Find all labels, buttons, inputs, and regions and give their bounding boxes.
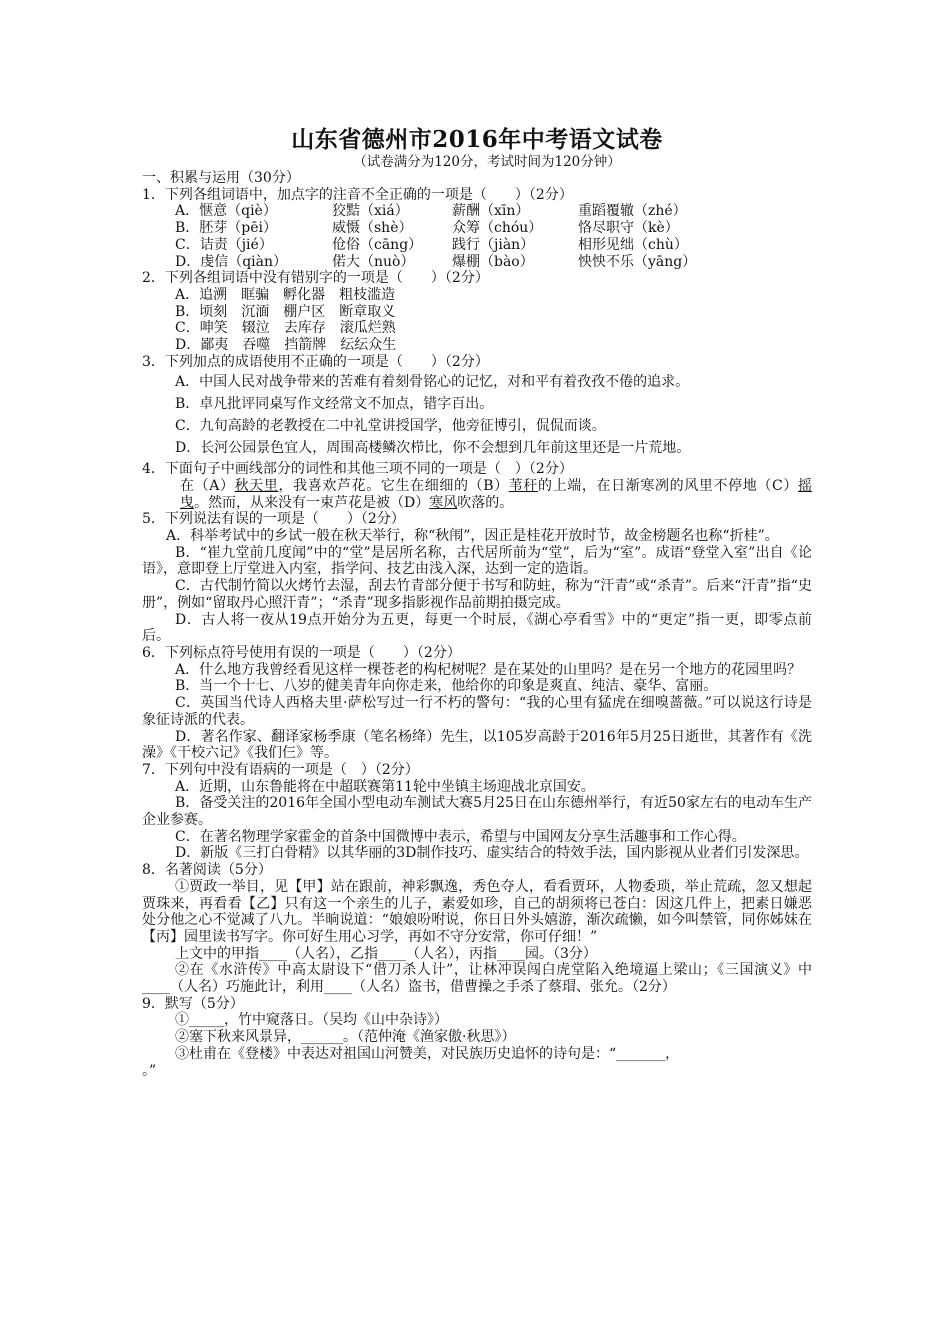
- q1-option: 威慑（shè）: [332, 220, 413, 237]
- q6-option: D．著名作家、翻译家杨季康（笔名杨绛）先生，以105岁高龄于2016年5月25日逝世，其著作有《洗澡》《干校六记》《我们仨》等。: [142, 728, 812, 762]
- q4-text: 吹落的。: [457, 494, 514, 511]
- q2-option: C．呻笑 辍泣 去库存 滚瓜烂熟: [175, 320, 396, 337]
- q9-line: ①_____，竹中窥落日。（吴均《山中杂诗》）: [175, 1012, 448, 1029]
- question-6-stem: 6．下列标点符号使用有误的一项是（ ）（2分）: [142, 644, 461, 661]
- q6-option: B．当一个十七、八岁的健美青年向你走来，他给你的印象是爽直、纯洁、豪华、富丽。: [175, 678, 718, 695]
- q1-option: 怏怏不乐（yāng）: [578, 253, 697, 270]
- question-1-options: [142, 203, 812, 270]
- question-4-passage: [142, 478, 812, 511]
- q4-underlined: 寒风: [429, 494, 458, 511]
- q1-option: 恪尽职守（kè）: [578, 220, 679, 237]
- q4-underlined: 苇秆: [508, 477, 539, 494]
- q8-fill-in: ②在《水浒传》中高太尉设下“借刀杀人计”，让林冲误闯白虎堂陷入绝境逼上梁山；《三国演义》中____（人名）巧施此计，利用____（人名）盗书，借曹操之手杀了蔡瑁、张允。（2分）: [142, 962, 812, 996]
- section-heading: 一、积累与运用（30分）: [142, 170, 300, 186]
- q1-option: 相形见绌（chù）: [578, 236, 688, 253]
- question-7-stem: 7．下列句中没有语病的一项是（ ）（2分）: [142, 761, 419, 778]
- q1-option: 伧俗（cāng）: [332, 236, 423, 253]
- q4-text: 。然而，从来没有一束芦花是被（D）: [194, 494, 430, 511]
- q1-option: 重蹈覆辙（zhé）: [578, 203, 687, 220]
- q5-option: C．古代制竹简以火烤竹去湿，刮去竹青部分便于书写和防蛀，称为“汗青”或“杀青”。后来“汗青”指“史册”，例如“留取丹心照汗青”；“杀青”现多指影视作品前期拍摄完成。: [142, 578, 812, 611]
- q4-underlined: 摇曳: [180, 477, 812, 511]
- page-title: 山东省德州市2016年中考语文试卷: [291, 126, 663, 153]
- page-subtitle: （试卷满分为120分，考试时间为120分钟）: [353, 154, 621, 170]
- q2-option: B．顷刻 沉湎 棚户区 断章取义: [175, 303, 396, 320]
- q3-option: C．九旬高龄的老教授在二中礼堂讲授国学，他旁征博引，侃侃而谈。: [175, 417, 606, 434]
- q4-underlined: 秋天里: [234, 477, 279, 494]
- exam-page: [142, 126, 812, 1079]
- q5-option: D．古人将一夜从19点开始分为五更，每更一个时辰，《湖心亭看雪》中的“更定”指一更，即零点前后。: [142, 611, 812, 645]
- q1-option: C．诘责（jié）: [175, 236, 273, 253]
- q1-option: 偌大（nuò）: [332, 253, 415, 270]
- q1-option: A．惬意（qiè）: [175, 203, 277, 220]
- q2-option: A．追溯 眶骗 孵化器 粗枝滥造: [175, 286, 396, 303]
- q1-option: B．胚芽（pēi）: [175, 220, 278, 237]
- q7-option: D．新版《三打白骨精》以其华丽的3D制作技巧、虚实结合的特效手法，国内影视从业者们引发深思。: [175, 845, 809, 862]
- question-9-stem: 9．默写（5分）: [142, 995, 244, 1012]
- question-8-stem: 8．名著阅读（5分）: [142, 862, 272, 879]
- question-5-stem: 5．下列说法有误的一项是（ ）（2分）: [142, 511, 405, 528]
- q3-option: D．长河公园景色宜人，周围高楼鳞次栉比，你不会想到几年前这里还是一片荒地。: [175, 439, 691, 456]
- q2-option: D．鄙夷 吞噬 挡箭牌 纭纭众生: [175, 337, 397, 354]
- q1-option: 狡黠（xiá）: [332, 203, 409, 220]
- q3-option: B．卓凡批评同桌写作文经常文不加点，错字百出。: [175, 396, 494, 413]
- question-2-stem: 2．下列各组词语中没有错别字的一项是（ ）（2分）: [142, 270, 489, 287]
- question-4-stem: 4．下面句子中画线部分的词性和其他三项不同的一项是（ ）（2分）: [142, 461, 573, 478]
- q1-option: 爆棚（bào）: [452, 253, 534, 270]
- q4-text: 在（A）: [180, 477, 235, 494]
- q4-text: 的上端，在日渐寒冽的风里不停地（C）: [538, 477, 798, 494]
- question-1-stem: 1．下列各组词语中，加点字的注音不全正确的一项是（ ）（2分）: [142, 186, 573, 203]
- q4-text: ，我喜欢芦花。它生在细细的（B）: [278, 477, 509, 494]
- q7-option: A．近期，山东鲁能将在中超联赛第11轮中坐镇主场迎战北京国安。: [175, 778, 595, 795]
- q9-line: ③杜甫在《登楼》中表达对祖国山河赞美，对民族历史追怀的诗句是：“_______，: [175, 1045, 680, 1062]
- q7-option: C．在著名物理学家霍金的首条中国微博中表示，希望与中国网友分享生活趣事和工作心得。: [175, 828, 746, 845]
- q9-line: 。”: [142, 1062, 157, 1079]
- q8-fill-in: 上文中的甲指____（人名），乙指____（人名），丙指____园。（3分）: [175, 945, 597, 962]
- q7-option: B．备受关注的2016年全国小型电动车测试大赛5月25日在山东德州举行，有近50家左右的电动车生产企业参赛。: [142, 795, 812, 829]
- q6-option: C．英国当代诗人西格夫里·萨松写过一行不朽的警句：“我的心里有猛虎在细嗅蔷薇。”可以说这行诗是象征诗派的代表。: [142, 695, 812, 728]
- q1-option: 薪酬（xīn）: [452, 203, 530, 220]
- q1-option: D．虔信（qiàn）: [175, 253, 288, 270]
- q5-option: A．科举考试中的乡试一般在秋天举行，称“秋闱”，因正是桂花开放时节，故金榜题名也称“折桂”。: [166, 528, 779, 545]
- q1-option: 践行（jiàn）: [452, 236, 535, 253]
- q8-passage: ①贾政一举目，见【甲】站在跟前，神彩飘逸，秀色夺人，看看贾环，人物委琐，举止荒疏，忽又想起贾珠来，再看看【乙】只有这一个亲生的儿子，素爱如珍，自己的胡须将已苍白：因这几件上，把素日嫌恶处分他之心不觉减了八九。半晌说道：“娘娘吩咐说，你日日外头嬉游，渐次疏懒，如今叫禁管，同你姊妹在【丙】园里读书写字。你可好生用心习学，再如不守分安常，你可仔细！”: [142, 878, 812, 945]
- q1-option: 众筹（chóu）: [452, 220, 543, 237]
- q5-option: B．“崔九堂前几度闻”中的“堂”是居所名称，古代居所前为“堂”，后为“室”。成语“登堂入室”出自《论语》，意即登上厅堂进入内室，指学问、技艺由浅入深，达到一定的造诣。: [142, 544, 812, 578]
- q9-line: ②塞下秋来风景异，______。（范仲淹《渔家傲·秋思》）: [175, 1029, 516, 1046]
- question-3-stem: 3．下列加点的成语使用不正确的一项是（ ）（2分）: [142, 353, 489, 370]
- q3-option: A．中国人民对战争带来的苦难有着刻骨铭心的记忆，对和平有着孜孜不倦的追求。: [175, 374, 690, 391]
- q6-option: A．什么地方我曾经看见这样一棵苍老的构杞树呢？是在某处的山里吗？是在另一个地方的花园里吗？: [175, 661, 802, 678]
